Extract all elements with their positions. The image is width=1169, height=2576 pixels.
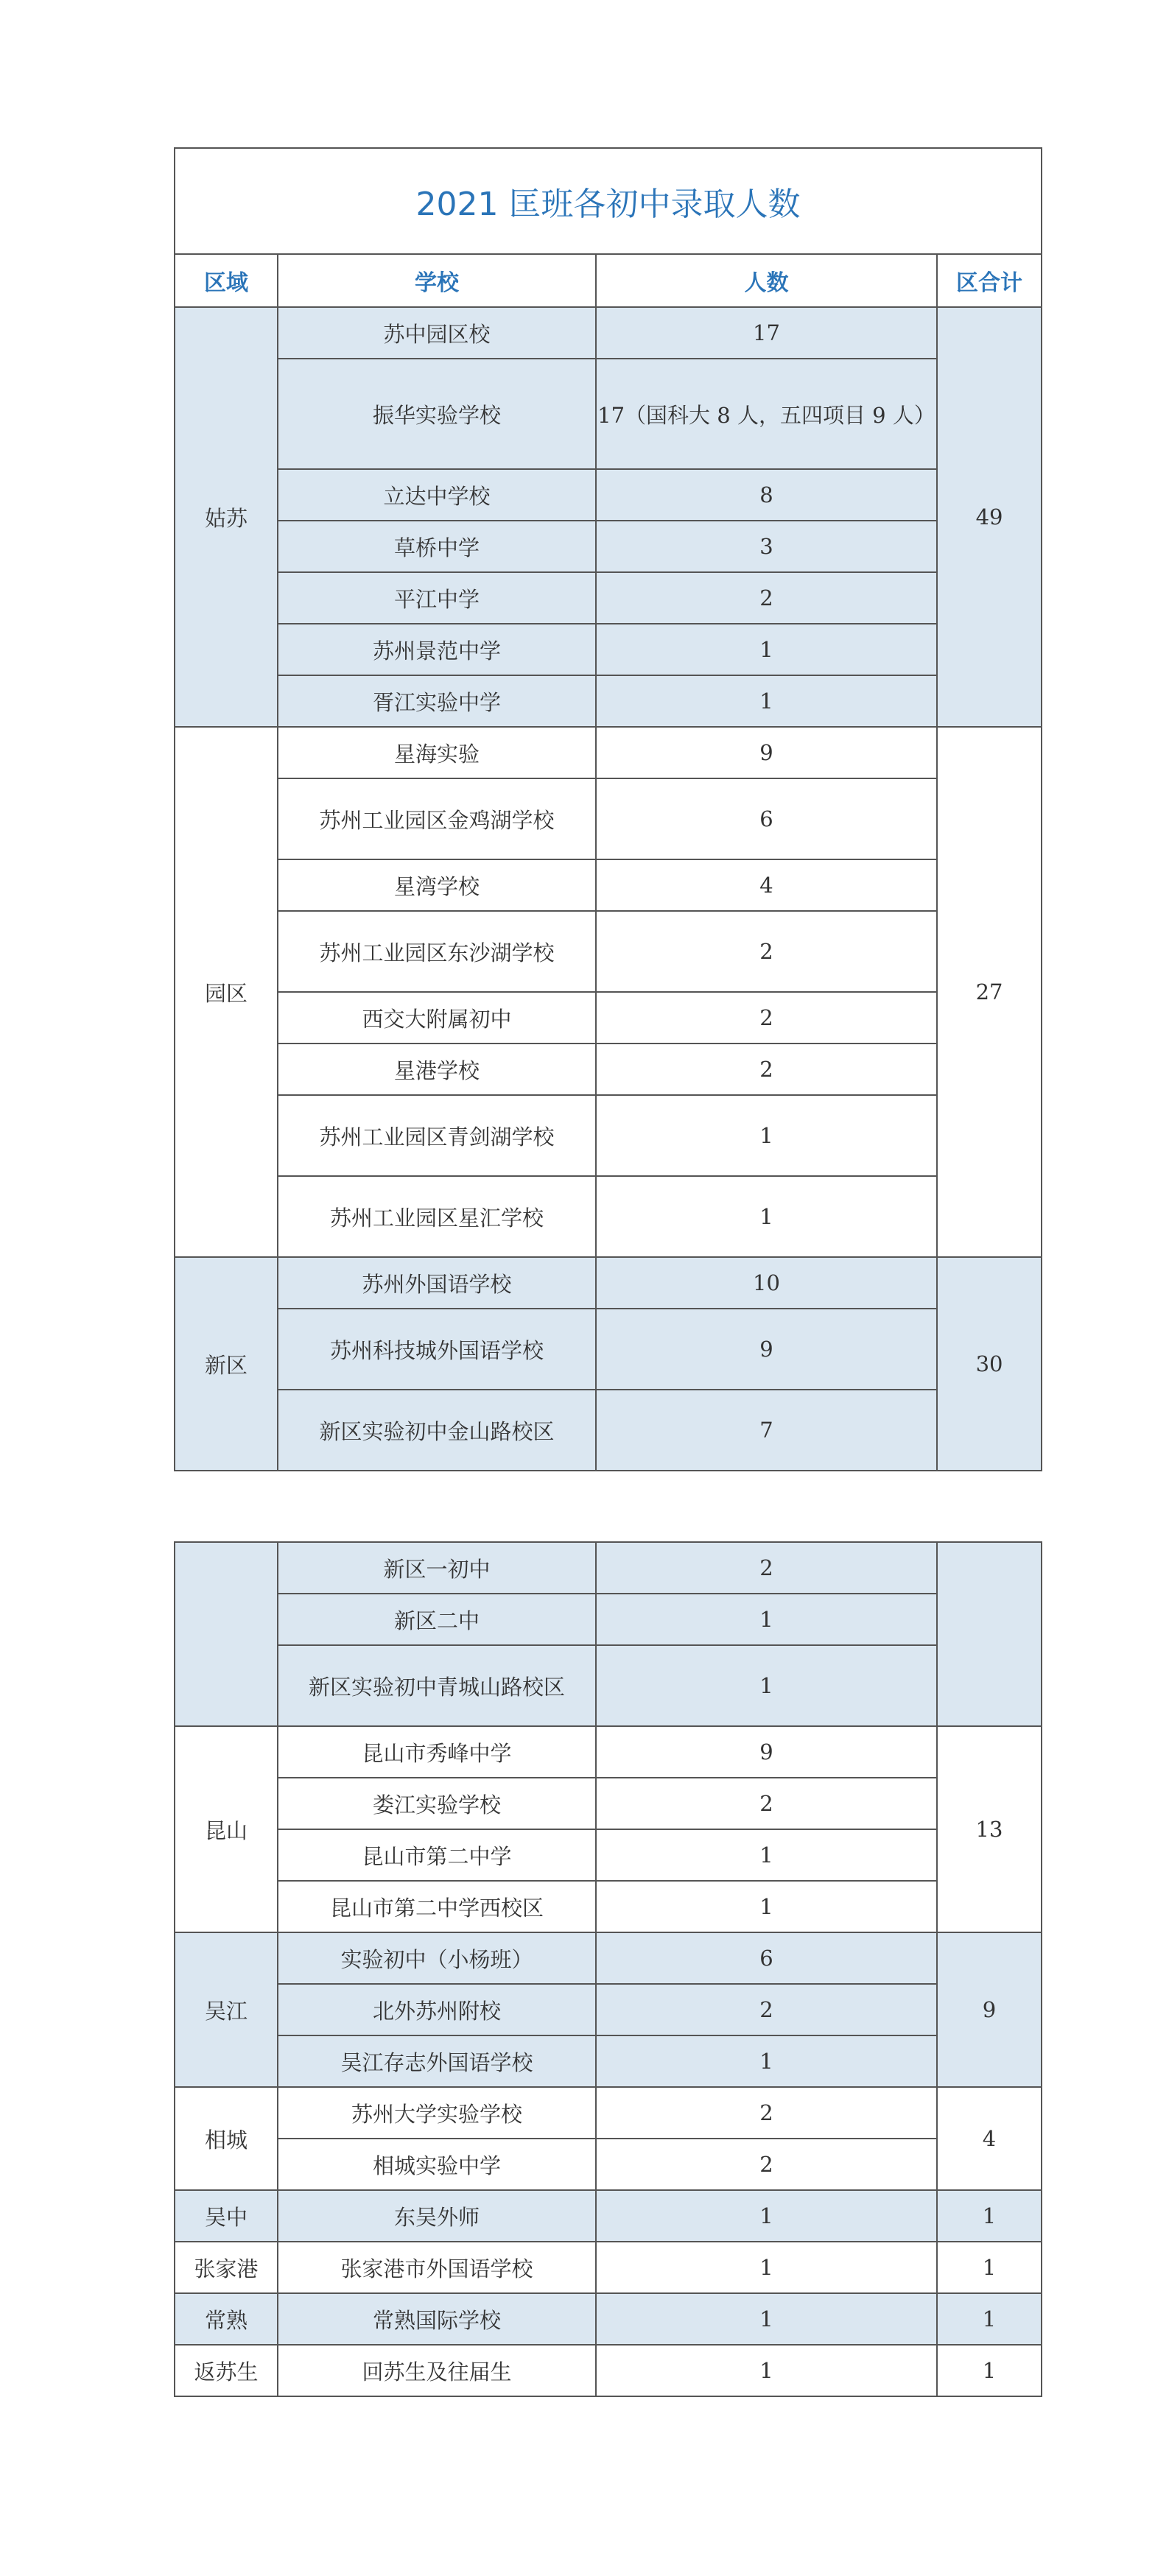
region-cell: 返苏生: [175, 2345, 278, 2396]
subtotal-cell: 1: [937, 2190, 1042, 2242]
count-cell: 6: [596, 778, 937, 859]
region-cell: 相城: [175, 2087, 278, 2190]
count-cell: 1: [596, 1645, 937, 1726]
count-cell: 1: [596, 2345, 937, 2396]
table-row: [175, 1390, 1042, 1471]
table-title: 2021 匡班各初中录取人数: [175, 148, 1042, 254]
school-cell: 新区实验初中青城山路校区: [278, 1645, 596, 1726]
subtotal-cell: 4: [937, 2087, 1042, 2190]
school-cell: 平江中学: [278, 572, 596, 624]
count-cell: 1: [596, 1594, 937, 1645]
subtotal-cell: 49: [937, 307, 1042, 727]
school-cell: 相城实验中学: [278, 2139, 596, 2190]
count-cell: 2: [596, 992, 937, 1044]
table-row: [175, 2242, 1042, 2293]
school-cell: 北外苏州附校: [278, 1984, 596, 2035]
header-subtotal: 区合计: [937, 254, 1042, 307]
count-cell: 6: [596, 1932, 937, 1984]
count-cell: 2: [596, 1778, 937, 1829]
count-cell: 1: [596, 1881, 937, 1932]
count-cell: 9: [596, 1309, 937, 1390]
table-row: [175, 859, 1042, 911]
subtotal-cell: 1: [937, 2242, 1042, 2293]
table-row: [175, 1309, 1042, 1390]
school-cell: 新区一初中: [278, 1542, 596, 1594]
header-count: 人数: [596, 254, 937, 307]
region-cell: 姑苏: [175, 307, 278, 727]
count-cell: 1: [596, 2035, 937, 2087]
count-cell: 1: [596, 2293, 937, 2345]
count-cell: 2: [596, 1984, 937, 2035]
school-cell: 新区实验初中金山路校区: [278, 1390, 596, 1471]
school-cell: 西交大附属初中: [278, 992, 596, 1044]
school-cell: 吴江存志外国语学校: [278, 2035, 596, 2087]
region-cell: 常熟: [175, 2293, 278, 2345]
table-row: [175, 1726, 1042, 1778]
count-cell: 17: [596, 307, 937, 359]
school-cell: 苏州工业园区金鸡湖学校: [278, 778, 596, 859]
school-cell: 星湾学校: [278, 859, 596, 911]
region-cell: 吴中: [175, 2190, 278, 2242]
table-row: [175, 727, 1042, 778]
table-row: [175, 2139, 1042, 2190]
table-row: [175, 1881, 1042, 1932]
table-row: [175, 572, 1042, 624]
count-cell: 9: [596, 1726, 937, 1778]
table-row: [175, 2293, 1042, 2345]
table-row: [175, 1044, 1042, 1095]
table-row: [175, 1594, 1042, 1645]
count-cell: 4: [596, 859, 937, 911]
table-row: [175, 1542, 1042, 1594]
admission-table-page2: [174, 1541, 1042, 2397]
subtotal-cell: 30: [937, 1257, 1042, 1471]
subtotal-cell: 27: [937, 727, 1042, 1257]
table-row: [175, 1829, 1042, 1881]
count-cell: 1: [596, 2190, 937, 2242]
count-cell: 2: [596, 2087, 937, 2139]
region-cell: 吴江: [175, 1932, 278, 2087]
table-row: [175, 675, 1042, 727]
header-school: 学校: [278, 254, 596, 307]
school-cell: 草桥中学: [278, 521, 596, 572]
region-cell: 张家港: [175, 2242, 278, 2293]
school-cell: 苏州景范中学: [278, 624, 596, 675]
school-cell: 星港学校: [278, 1044, 596, 1095]
table-row: [175, 1095, 1042, 1176]
school-cell: 新区二中: [278, 1594, 596, 1645]
table-row: [175, 624, 1042, 675]
school-cell: 立达中学校: [278, 469, 596, 521]
school-cell: 娄江实验学校: [278, 1778, 596, 1829]
subtotal-cell: 9: [937, 1932, 1042, 2087]
count-cell: 1: [596, 1095, 937, 1176]
admission-table-page1: [174, 147, 1042, 1471]
header-region: 区域: [175, 254, 278, 307]
count-cell: 1: [596, 2242, 937, 2293]
table-row: [175, 911, 1042, 992]
count-cell: 1: [596, 1176, 937, 1257]
subtotal-cell: 1: [937, 2345, 1042, 2396]
region-cell: 新区: [175, 1257, 278, 1471]
school-cell: 苏中园区校: [278, 307, 596, 359]
table-row: [175, 307, 1042, 359]
region-cell: 园区: [175, 727, 278, 1257]
school-cell: 昆山市秀峰中学: [278, 1726, 596, 1778]
table-row: [175, 2087, 1042, 2139]
table-row: [175, 359, 1042, 469]
table-row: [175, 2345, 1042, 2396]
count-cell: 1: [596, 1829, 937, 1881]
school-cell: 苏州大学实验学校: [278, 2087, 596, 2139]
subtotal-cell: [937, 1542, 1042, 1726]
count-cell: 2: [596, 911, 937, 992]
table-row: [175, 778, 1042, 859]
region-cell: [175, 1542, 278, 1726]
school-cell: 张家港市外国语学校: [278, 2242, 596, 2293]
table-row: [175, 1176, 1042, 1257]
school-cell: 苏州工业园区青剑湖学校: [278, 1095, 596, 1176]
table-row: [175, 992, 1042, 1044]
count-cell: 1: [596, 624, 937, 675]
count-cell: 2: [596, 2139, 937, 2190]
count-cell: 10: [596, 1257, 937, 1309]
count-cell: 17（国科大 8 人，五四项目 9 人）: [596, 359, 937, 469]
school-cell: 东吴外师: [278, 2190, 596, 2242]
table-row: [175, 469, 1042, 521]
count-cell: 9: [596, 727, 937, 778]
school-cell: 回苏生及往届生: [278, 2345, 596, 2396]
school-cell: 昆山市第二中学西校区: [278, 1881, 596, 1932]
count-cell: 2: [596, 1044, 937, 1095]
school-cell: 星海实验: [278, 727, 596, 778]
table-row: [175, 1257, 1042, 1309]
school-cell: 苏州工业园区东沙湖学校: [278, 911, 596, 992]
count-cell: 7: [596, 1390, 937, 1471]
count-cell: 3: [596, 521, 937, 572]
subtotal-cell: 13: [937, 1726, 1042, 1932]
region-cell: 昆山: [175, 1726, 278, 1932]
school-cell: 胥江实验中学: [278, 675, 596, 727]
table-row: [175, 521, 1042, 572]
count-cell: 1: [596, 675, 937, 727]
table-row: [175, 2035, 1042, 2087]
table-row: [175, 1645, 1042, 1726]
count-cell: 2: [596, 572, 937, 624]
school-cell: 昆山市第二中学: [278, 1829, 596, 1881]
table-row: [175, 1984, 1042, 2035]
school-cell: 苏州外国语学校: [278, 1257, 596, 1309]
school-cell: 常熟国际学校: [278, 2293, 596, 2345]
table-row: [175, 2190, 1042, 2242]
school-cell: 振华实验学校: [278, 359, 596, 469]
school-cell: 实验初中（小杨班）: [278, 1932, 596, 1984]
table-row: [175, 1778, 1042, 1829]
count-cell: 2: [596, 1542, 937, 1594]
subtotal-cell: 1: [937, 2293, 1042, 2345]
school-cell: 苏州科技城外国语学校: [278, 1309, 596, 1390]
school-cell: 苏州工业园区星汇学校: [278, 1176, 596, 1257]
count-cell: 8: [596, 469, 937, 521]
table-row: [175, 1932, 1042, 1984]
